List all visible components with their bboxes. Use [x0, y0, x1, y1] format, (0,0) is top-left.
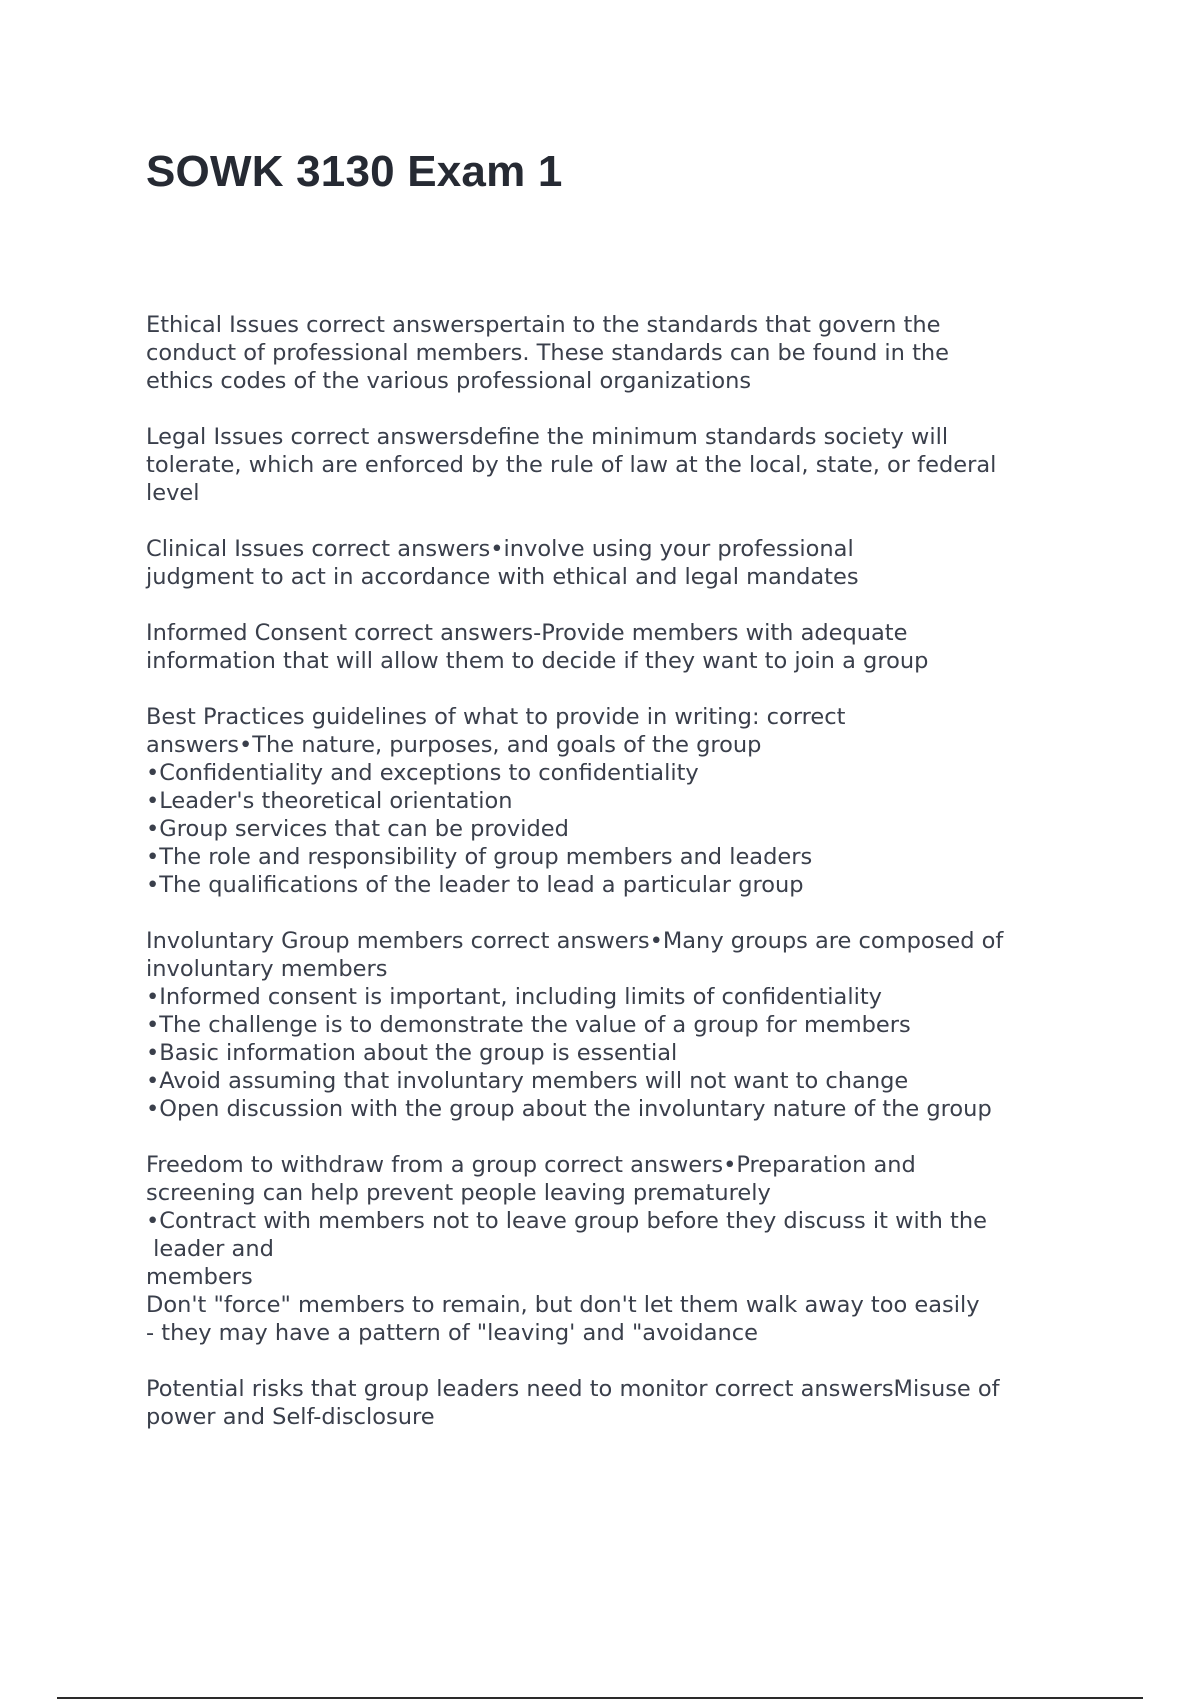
entry-line: ethics codes of the various professional organizations: [146, 368, 752, 394]
entry-line: •Group services that can be provided: [146, 816, 569, 842]
entry-informed-consent: [146, 619, 1076, 675]
entry-line: Potential risks that group leaders need to monitor correct answersMisuse of: [146, 1376, 1000, 1402]
entry-ethical-issues: [146, 311, 1076, 395]
entry-line: level: [146, 480, 200, 506]
entry-line: involuntary members: [146, 956, 388, 982]
entry-line: •The challenge is to demonstrate the value of a group for members: [146, 1012, 911, 1038]
entry-line: •The role and responsibility of group members and leaders: [146, 844, 813, 870]
entry-line: Don't "force" members to remain, but don't let them walk away too easily: [146, 1292, 980, 1318]
entry-line: •Leader's theoretical orientation: [146, 788, 513, 814]
entry-line: Ethical Issues correct answerspertain to the standards that govern the: [146, 312, 941, 338]
entry-line: answers•The nature, purposes, and goals of the group: [146, 732, 762, 758]
entry-freedom-to-withdraw: [146, 1151, 1076, 1347]
entry-best-practices: [146, 703, 1076, 899]
entry-clinical-issues: [146, 535, 1076, 591]
entry-line: •The qualifications of the leader to lead a particular group: [146, 872, 804, 898]
entry-line: •Informed consent is important, including limits of confidentiality: [146, 984, 882, 1010]
entry-line: Involuntary Group members correct answers•Many groups are composed of: [146, 928, 1004, 954]
entry-line: Best Practices guidelines of what to provide in writing: correct: [146, 704, 846, 730]
entry-line: •Confidentiality and exceptions to confidentiality: [146, 760, 699, 786]
entry-line: •Contract with members not to leave group before they discuss it with the: [146, 1208, 987, 1234]
entry-line: tolerate, which are enforced by the rule of law at the local, state, or federal: [146, 452, 997, 478]
entry-line: - they may have a pattern of "leaving' and "avoidance: [146, 1320, 758, 1346]
entry-line: power and Self-disclosure: [146, 1404, 435, 1430]
entry-involuntary-group-members: [146, 927, 1076, 1123]
entry-line: screening can help prevent people leaving prematurely: [146, 1180, 771, 1206]
entry-line: conduct of professional members. These standards can be found in the: [146, 340, 950, 366]
entry-line: Clinical Issues correct answers•involve using your professional: [146, 536, 854, 562]
page-title: SOWK 3130 Exam 1: [146, 147, 563, 196]
entry-line: leader and: [146, 1236, 274, 1262]
entry-legal-issues: [146, 423, 1076, 507]
footer-divider: [57, 1697, 1143, 1699]
entry-line: •Basic information about the group is essential: [146, 1040, 678, 1066]
entry-line: Freedom to withdraw from a group correct answers•Preparation and: [146, 1152, 916, 1178]
entry-line: members: [146, 1264, 253, 1290]
document-body: [146, 311, 1076, 1459]
entry-line: Legal Issues correct answersdefine the minimum standards society will: [146, 424, 949, 450]
entry-potential-risks: [146, 1375, 1076, 1431]
entry-line: •Open discussion with the group about the involuntary nature of the group: [146, 1096, 992, 1122]
entry-line: •Avoid assuming that involuntary members will not want to change: [146, 1068, 909, 1094]
entry-line: Informed Consent correct answers-Provide members with adequate: [146, 620, 908, 646]
entry-line: information that will allow them to decide if they want to join a group: [146, 648, 929, 674]
entry-line: judgment to act in accordance with ethical and legal mandates: [146, 564, 859, 590]
